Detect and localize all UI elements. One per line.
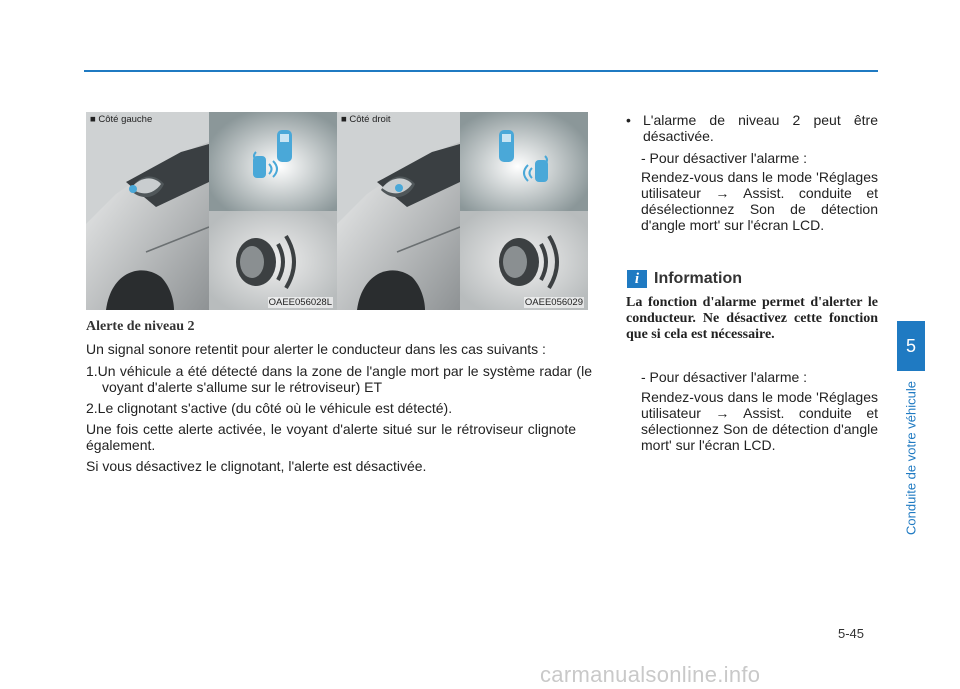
page-number: 5-45 (838, 626, 865, 641)
car-illustration-left (86, 112, 337, 310)
info-icon: i (627, 270, 647, 288)
watermark: carmanualsonline.info (540, 662, 761, 687)
bullet-text: L'alarme de niveau 2 peut être désactivée. (643, 112, 878, 144)
section-paragraph-3: Si vous désactivez le clignotant, l'alerte est désactivée. (86, 458, 427, 474)
section-paragraph-2: Une fois cette alerte activée, le voyant d'alerte situé sur le rétroviseur clignote également. (86, 421, 576, 453)
figure-left (86, 112, 337, 310)
chapter-title (903, 376, 919, 540)
top-rule (84, 70, 878, 72)
section-intro: Un signal sonore retentit pour alerter le conducteur dans les cas suivants : (86, 341, 546, 357)
info-sub-1: - Pour désactiver l'alarme : (641, 369, 808, 385)
figure-left-label: ■ Côté gauche (90, 114, 153, 125)
section-heading: Alerte de niveau 2 (86, 319, 195, 334)
list-item-1: 1.Un véhicule a été détecté dans la zone de l'angle mort par le système radar (le voyant d'alerte s'allume sur le rétroviseur) ET (86, 363, 592, 395)
info-sub-2: Rendez-vous dans le mode 'Réglages utilisateur → Assist. conduite et sélectionnez Son de détection d'angle mort' sur l'écran LCD. (641, 389, 878, 453)
list-item-2: 2.Le clignotant s'active (du côté où le véhicule est détecté). (86, 400, 453, 416)
right-sub-2: Rendez-vous dans le mode 'Réglages utilisateur → Assist. conduite et désélectionnez Son de détection d'angle mort' sur l'écran LCD. (641, 169, 878, 233)
chapter-number-tab: 5 (897, 321, 925, 371)
figure-right-label: ■ Côté droit (341, 114, 391, 125)
info-text: La fonction d'alarme permet d'alerter le conducteur. Ne désactivez cette fonction que si cela est nécessaire. (626, 295, 878, 342)
figure-right-code: OAEE056029 (524, 297, 583, 308)
figure-right (337, 112, 588, 310)
bullet-item (626, 112, 878, 144)
right-sub-1: - Pour désactiver l'alarme : (641, 150, 808, 166)
figure-left-code: OAEE056028L (268, 297, 332, 308)
info-title: Information (654, 270, 742, 287)
chapter-title-text: Conduite de votre véhicule (903, 381, 919, 535)
car-illustration-right (337, 112, 588, 310)
bullet-mark: • (626, 112, 631, 128)
